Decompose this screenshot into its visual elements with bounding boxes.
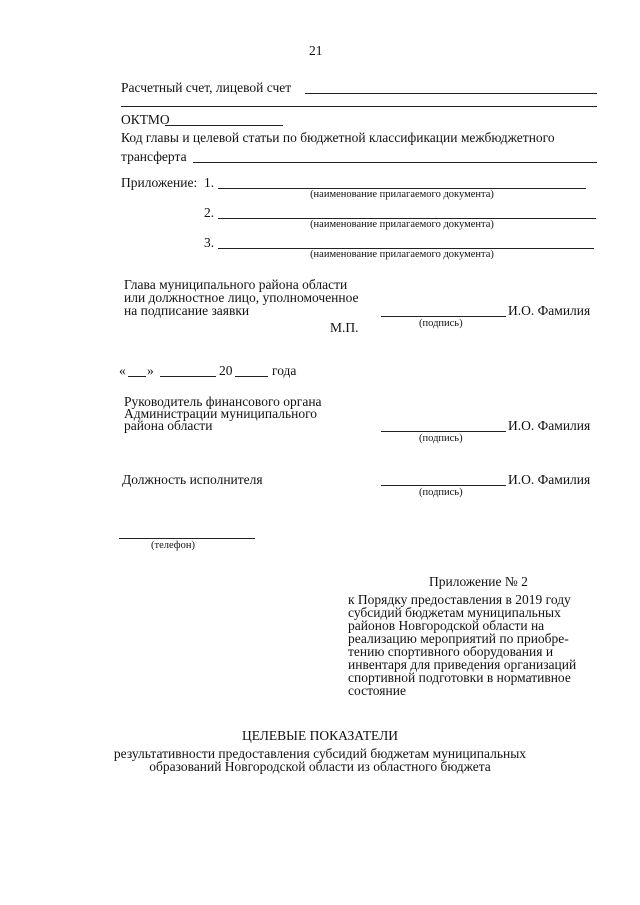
budget-code-label-cont: трансферта	[121, 149, 187, 164]
executor-label: Должность исполнителя	[122, 472, 263, 487]
appendix-text-line6: инвентаря для приведения организаций	[348, 657, 577, 672]
date-open-quote: «	[119, 363, 126, 378]
budget-code-field[interactable]	[193, 162, 597, 163]
appendix-text-line5: тению спортивного оборудования и	[348, 644, 554, 659]
section-subheading-line2: образований Новгородской области из областного бюджета	[149, 759, 491, 774]
date-day-field[interactable]	[128, 376, 146, 377]
date-year-field[interactable]	[235, 376, 268, 377]
oktmo-label: ОКТМО	[121, 112, 170, 127]
attachment-1-number: 1.	[204, 175, 215, 190]
head-signature-name: И.О. Фамилия	[508, 303, 591, 318]
appendix-text-line8: состояние	[348, 683, 406, 698]
oktmo-field[interactable]	[165, 125, 283, 126]
finance-title-line1: Руководитель финансового органа	[124, 394, 322, 409]
section-heading: ЦЕЛЕВЫЕ ПОКАЗАТЕЛИ	[241, 728, 399, 743]
account-field[interactable]	[305, 93, 597, 94]
appendix-title: Приложение № 2	[429, 574, 528, 589]
date-year-prefix: 20	[219, 363, 233, 378]
finance-signature-field[interactable]	[381, 431, 506, 432]
finance-signature-name: И.О. Фамилия	[508, 418, 591, 433]
date-close-quote: »	[147, 363, 154, 378]
finance-title-line3: района области	[124, 418, 213, 433]
attachment-3-number: 3.	[204, 235, 215, 250]
account-field-continuation[interactable]	[121, 106, 597, 107]
head-signature-field[interactable]	[381, 316, 506, 317]
head-title-line3: на подписание заявки	[124, 303, 250, 318]
budget-code-label: Код главы и целевой статьи по бюджетной классификации межбюджетного	[121, 130, 555, 145]
finance-title-line2: Администрации муниципального	[124, 406, 318, 421]
appendix-text-line7: спортивной подготовки в нормативное	[348, 670, 571, 685]
account-label: Расчетный счет, лицевой счет	[121, 80, 292, 95]
stamp-place-label: М.П.	[330, 320, 359, 335]
executor-signature-field[interactable]	[381, 485, 506, 486]
attachment-3-caption: (наименование прилагаемого документа)	[310, 249, 494, 260]
attachment-2-caption: (наименование прилагаемого документа)	[310, 219, 494, 230]
phone-caption: (телефон)	[151, 540, 195, 551]
attachments-label: Приложение:	[121, 175, 198, 190]
head-title-line1: Глава муниципального района области	[124, 277, 348, 292]
head-signature-caption: (подпись)	[419, 318, 463, 329]
finance-signature-caption: (подпись)	[419, 433, 463, 444]
attachment-1-caption: (наименование прилагаемого документа)	[310, 189, 494, 200]
page-number: 21	[309, 43, 323, 58]
date-suffix: года	[272, 363, 297, 378]
appendix-text-line1: к Порядку предоставления в 2019 году	[348, 592, 571, 607]
head-title-line2: или должностное лицо, уполномоченное	[124, 290, 359, 305]
date-month-field[interactable]	[160, 376, 216, 377]
appendix-text-line2: субсидий бюджетам муниципальных	[348, 605, 561, 620]
phone-field[interactable]	[119, 538, 255, 539]
section-subheading-line1: результативности предоставления субсидий бюджетам муниципальных	[113, 746, 527, 761]
appendix-text-line4: реализацию мероприятий по приобре-	[348, 631, 569, 646]
attachment-2-number: 2.	[204, 205, 215, 220]
executor-signature-name: И.О. Фамилия	[508, 472, 591, 487]
appendix-text-line3: районов Новгородской области на	[348, 618, 545, 633]
executor-signature-caption: (подпись)	[419, 487, 463, 498]
